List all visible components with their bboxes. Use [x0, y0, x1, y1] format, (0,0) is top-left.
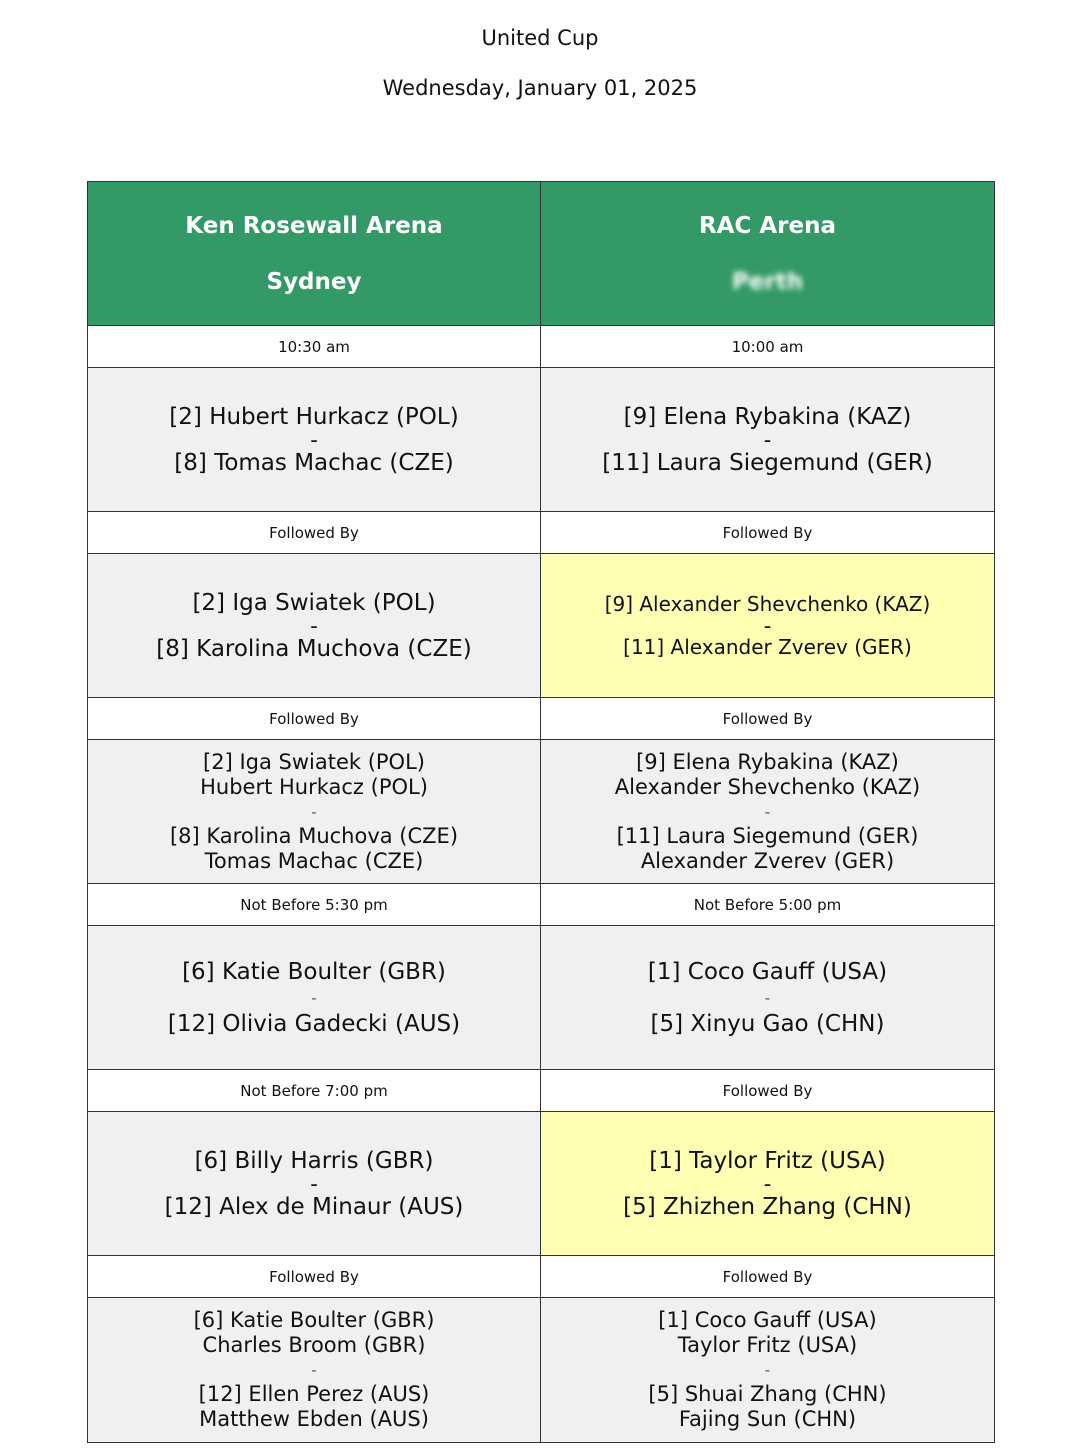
doubles-cell [541, 1298, 994, 1442]
match-row [88, 554, 994, 698]
team-1-player-2: Taylor Fritz (USA) [677, 1333, 858, 1357]
player-2: [11] Laura Siegemund (GER) [602, 449, 933, 476]
versus-separator: - [763, 427, 772, 452]
player-1: [6] Billy Harris (GBR) [194, 1147, 434, 1174]
player-1: [9] Alexander Shevchenko (KAZ) [604, 591, 931, 616]
player-1: [2] Iga Swiatek (POL) [192, 589, 436, 616]
time-label: Followed By [541, 698, 994, 739]
time-row [88, 1256, 994, 1298]
player-1: [2] Hubert Hurkacz (POL) [169, 403, 459, 430]
team-2-player-2: Fajing Sun (CHN) [678, 1407, 857, 1431]
time-label: Followed By [88, 698, 541, 739]
player-1: [1] Coco Gauff (USA) [647, 958, 888, 985]
player-1: [9] Elena Rybakina (KAZ) [623, 403, 912, 430]
versus-separator: - [310, 427, 318, 452]
time-label: 10:30 am [88, 326, 541, 367]
team-1-player-2: Hubert Hurkacz (POL) [200, 774, 428, 799]
time-label: Followed By [88, 1256, 541, 1297]
versus-separator: - [310, 613, 318, 638]
time-label: Followed By [88, 512, 541, 553]
match-row [88, 368, 994, 512]
time-row [88, 512, 994, 554]
player-1: [1] Taylor Fritz (USA) [649, 1147, 886, 1174]
team-1-player-1: [6] Katie Boulter (GBR) [193, 1308, 435, 1332]
player-2: [8] Tomas Machac (CZE) [174, 449, 454, 476]
versus-separator: - [311, 802, 317, 821]
player-2: [5] Zhizhen Zhang (CHN) [623, 1193, 912, 1220]
time-label: Followed By [541, 1256, 994, 1297]
team-1-player-2: Charles Broom (GBR) [202, 1333, 426, 1357]
doubles-row [88, 740, 994, 884]
event-date: Wednesday, January 01, 2025 [382, 76, 698, 100]
event-title: United Cup [481, 26, 599, 50]
time-row [88, 698, 994, 740]
time-row [88, 326, 994, 368]
schedule-grid [87, 181, 995, 1443]
time-row [88, 1070, 994, 1112]
team-2-player-1: [5] Shuai Zhang (CHN) [648, 1382, 887, 1406]
player-2: [8] Karolina Muchova (CZE) [156, 635, 472, 662]
match-cell [88, 926, 541, 1069]
doubles-cell [541, 740, 994, 883]
team-1-player-2: Alexander Shevchenko (KAZ) [614, 774, 921, 799]
team-1-player-1: [2] Iga Swiatek (POL) [203, 749, 425, 774]
time-label: 10:00 am [541, 326, 994, 367]
team-1-player-1: [1] Coco Gauff (USA) [658, 1308, 877, 1332]
match-cell [88, 368, 541, 511]
doubles-cell [88, 1298, 541, 1442]
versus-separator: - [763, 1171, 772, 1196]
match-cell-highlighted [541, 1112, 994, 1255]
team-2-player-2: Tomas Machac (CZE) [204, 848, 424, 873]
time-label: Not Before 5:00 pm [541, 884, 994, 925]
team-2-player-2: Alexander Zverev (GER) [640, 848, 895, 873]
match-cell-highlighted [541, 554, 994, 697]
team-2-player-1: [8] Karolina Muchova (CZE) [169, 823, 459, 848]
venue-city: Perth [731, 268, 804, 295]
team-1-player-1: [9] Elena Rybakina (KAZ) [636, 749, 899, 774]
venue-header-row [88, 182, 994, 326]
team-2-player-1: [12] Ellen Perez (AUS) [198, 1382, 430, 1406]
time-label: Not Before 5:30 pm [88, 884, 541, 925]
match-cell [88, 554, 541, 697]
match-cell [541, 368, 994, 511]
venue-name: RAC Arena [698, 212, 837, 239]
time-label: Not Before 7:00 pm [88, 1070, 541, 1111]
versus-separator: - [311, 1361, 317, 1379]
team-2-player-1: [11] Laura Siegemund (GER) [616, 823, 919, 848]
venue-header-left [88, 182, 541, 325]
player-1: [6] Katie Boulter (GBR) [182, 958, 446, 985]
player-2: [5] Xinyu Gao (CHN) [650, 1010, 885, 1037]
time-label: Followed By [541, 1070, 994, 1111]
versus-separator: - [764, 802, 771, 821]
doubles-row [88, 1298, 994, 1442]
time-row [88, 884, 994, 926]
match-row [88, 926, 994, 1070]
team-2-player-2: Matthew Ebden (AUS) [199, 1407, 429, 1431]
time-label: Followed By [541, 512, 994, 553]
doubles-cell [88, 740, 541, 883]
venue-name: Ken Rosewall Arena [185, 212, 443, 239]
venue-header-right [541, 182, 994, 325]
match-cell [541, 926, 994, 1069]
versus-separator: - [310, 1171, 318, 1196]
versus-separator: - [764, 988, 771, 1007]
player-2: [12] Olivia Gadecki (AUS) [167, 1010, 461, 1037]
player-2: [11] Alexander Zverev (GER) [623, 634, 912, 659]
versus-separator: - [763, 613, 772, 638]
player-2: [12] Alex de Minaur (AUS) [164, 1193, 464, 1220]
venue-city: Sydney [266, 268, 362, 295]
match-cell [88, 1112, 541, 1255]
match-row [88, 1112, 994, 1256]
versus-separator: - [764, 1361, 771, 1379]
versus-separator: - [311, 988, 317, 1007]
